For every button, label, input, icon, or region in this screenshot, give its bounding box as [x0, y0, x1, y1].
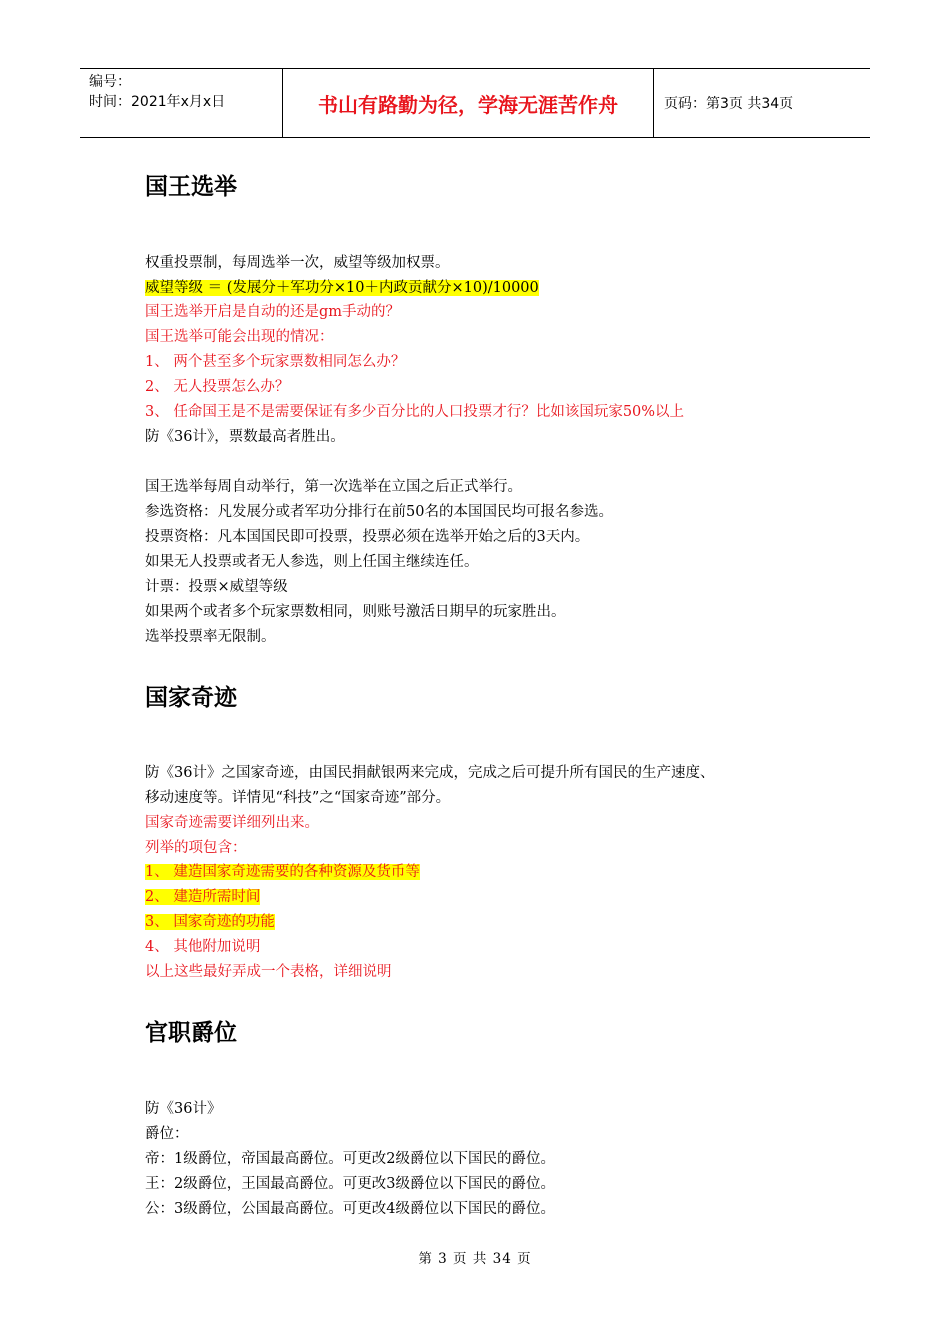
paragraph-line: 权重投票制，每周选举一次，威望等级加权票。 [145, 255, 450, 271]
paragraph-line: 王：2级爵位，王国最高爵位。可更改3级爵位以下国民的爵位。 [145, 1176, 555, 1192]
paragraph-line: 防《36计》 [145, 1101, 222, 1117]
highlighted-formula: 威望等级 ＝ (发展分＋军功分×10＋内政贡献分×10)/10000 [145, 280, 539, 296]
section-title-king-election: 国王选举 [145, 174, 237, 200]
paragraph-line: 国王选举可能会出现的情况： [145, 329, 334, 345]
paragraph-line: 以上这些最好弄成一个表格，详细说明 [145, 964, 392, 980]
paragraph-line: 如果两个或者多个玩家票数相同，则账号激活日期早的玩家胜出。 [145, 604, 566, 620]
highlighted-list-item: 1、 建造国家奇迹需要的各种资源及货币等 [145, 864, 420, 880]
list-item: 1、 两个甚至多个玩家票数相同怎么办？ [145, 354, 406, 370]
section-title-official-ranks: 官职爵位 [145, 1020, 237, 1046]
page-footer: 第 3 页 共 34 页 [418, 1251, 532, 1267]
document-header [80, 68, 870, 138]
list-item: 2、 无人投票怎么办？ [145, 379, 290, 395]
paragraph-line: 移动速度等。详情见“科技”之“国家奇迹”部分。 [145, 790, 451, 806]
paragraph-line: 国家奇迹需要详细列出来。 [145, 815, 319, 831]
paragraph-line: 公：3级爵位，公国最高爵位。可更改4级爵位以下国民的爵位。 [145, 1201, 555, 1217]
highlighted-list-item: 2、 建造所需时间 [145, 889, 261, 905]
paragraph-line: 选举投票率无限制。 [145, 629, 276, 645]
header-meta-cell [80, 69, 283, 137]
paragraph-line: 计票：投票×威望等级 [145, 579, 288, 595]
paragraph-line: 帝：1级爵位，帝国最高爵位。可更改2级爵位以下国民的爵位。 [145, 1151, 555, 1167]
paragraph-line: 防《36计》，票数最高者胜出。 [145, 429, 345, 445]
list-item: 3、 任命国王是不是需要保证有多少百分比的人口投票才行？比如该国玩家50%以上 [145, 404, 685, 420]
time-label: 时间：2021年x月x日 [89, 94, 226, 110]
paragraph-line: 国王选举开启是自动的还是gm手动的？ [145, 304, 401, 320]
header-page-info: 页码：第3页 共34页 [664, 96, 794, 112]
number-label: 编号： [89, 74, 131, 90]
highlighted-list-item: 3、 国家奇迹的功能 [145, 914, 275, 930]
list-item: 4、 其他附加说明 [145, 939, 261, 955]
paragraph-line: 参选资格：凡发展分或者军功分排行在前50名的本国国民均可报名参选。 [145, 504, 613, 520]
paragraph-line: 防《36计》之国家奇迹，由国民捐献银两来完成，完成之后可提升所有国民的生产速度、 [145, 765, 715, 781]
paragraph-line: 爵位： [145, 1126, 189, 1142]
paragraph-line: 国王选举每周自动举行，第一次选举在立国之后正式举行。 [145, 479, 522, 495]
paragraph-line: 投票资格：凡本国国民即可投票，投票必须在选举开始之后的3天内。 [145, 529, 590, 545]
paragraph-line: 列举的项包含： [145, 840, 247, 856]
section-title-national-wonder: 国家奇迹 [145, 685, 237, 711]
paragraph-line: 如果无人投票或者无人参选，则上任国主继续连任。 [145, 554, 479, 570]
header-motto: 书山有路勤为径，学海无涯苦作舟 [283, 69, 654, 137]
